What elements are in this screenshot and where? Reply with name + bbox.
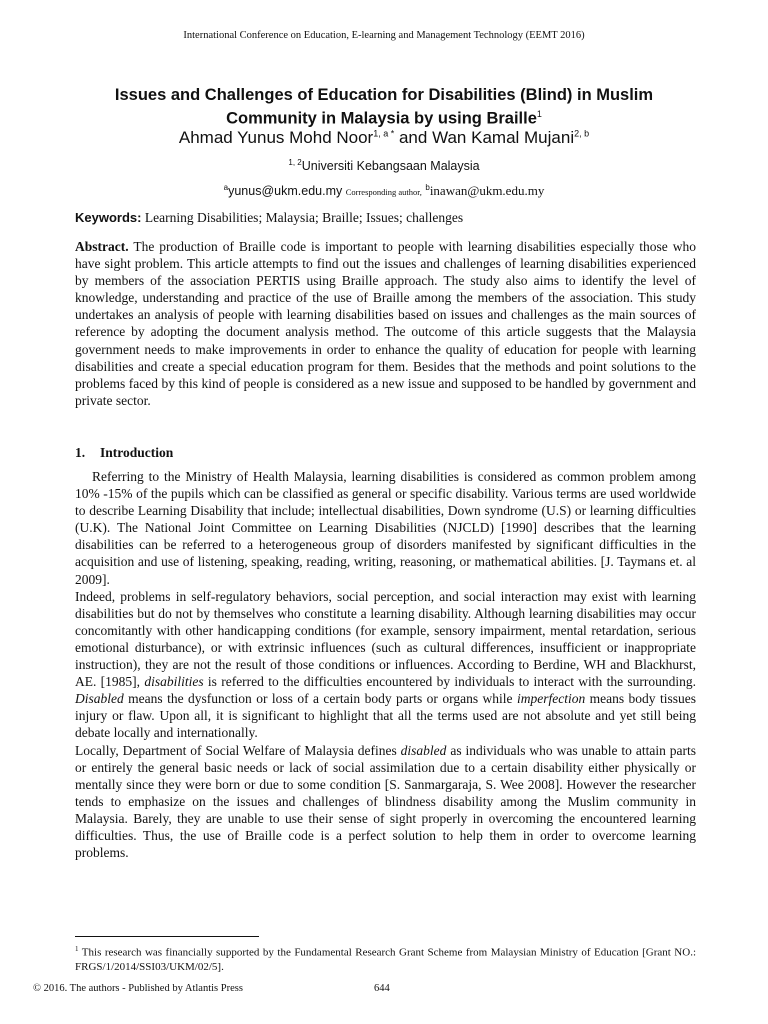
footnote-mark: 1: [75, 945, 79, 953]
keywords-label: Keywords:: [75, 210, 142, 225]
paragraph-2: [75, 588, 696, 742]
author-1: Ahmad Yunus Mohd Noor: [178, 128, 374, 147]
email-b[interactable]: inawan@ukm.edu.my: [429, 183, 545, 199]
corresponding-author-note: Corresponding author,: [345, 187, 422, 198]
term-imperfection: imperfection: [516, 691, 586, 707]
author-1-affil: 1, a *: [373, 128, 395, 139]
affiliation: [0, 158, 768, 173]
abstract-label: Abstract.: [75, 239, 129, 254]
paragraph-2-text-d: means body tissues injury or flaw. Upon all, it is significant to highlight that all the terms used are not absolute and yet still being debate locally and internationally.: [75, 691, 696, 741]
section-number: 1.: [75, 445, 86, 460]
author-2: Wan Kamal Mujani: [432, 128, 575, 147]
footnote-text: This research was financially supported by the Fundamental Research Grant Scheme from Malaysian Ministry of Education [Grant NO.: FRGS/1/2014/SSI03/UKM/02/5].: [75, 946, 696, 973]
term-disabled: Disabled: [75, 691, 124, 707]
author-emails: [0, 183, 768, 199]
section-heading-introduction: [75, 445, 173, 461]
title-line-1: Issues and Challenges of Education for Disabilities (Blind) in Muslim: [114, 86, 654, 104]
paragraph-3-text-b: as individuals who was unable to attain parts or entirely the general basic needs or lack of social assimilation due to a certain disability either physically or mentally since they were born or due to some condition [S. Sanmargaraja, S. Wee 2008]. However the researcher tends to emphasize on the issues and challenges of blindness disability among the Muslim community in Malaysia. Barely, they are unable to use their sense of sight properly in overcoming the encountered learning difficulties. Thus, the use of Braille code is a perfect solution to help them in order to overcome learning problems.: [75, 742, 696, 861]
email-b-mark: b: [425, 183, 430, 192]
author-connector: and: [394, 128, 433, 147]
title-footnote-mark: 1: [536, 109, 542, 119]
page-number: 644: [374, 983, 390, 994]
keywords: [75, 210, 695, 226]
title-line-2: Community in Malaysia by using Braille: [226, 109, 537, 128]
section-title: Introduction: [100, 445, 174, 460]
footnote-divider: [75, 936, 259, 937]
paragraph-2-text-c: means the dysfunction or loss of a certain body parts or organs while: [123, 691, 517, 707]
paragraph-1-text: Referring to the Ministry of Health Malaysia, learning disabilities is considered as common problem among 10% -15% of the pupils which can be classified as general or specific disability. Various terms are used worldwide to describe Learning Disability that include; intellectual disabilities, Down syndrome (U.S) or learning difficulties (U.K). The National Joint Committee on Learning Disabilities (NJCLD) [1990] describes that the learning disabilities can be referred to a heterogeneous group of disorders manifested by significant difficulties in the acquisition and use of listening, speaking, reading, writing, reasoning, or mathematical abilities. [J. Taymans et. al 2009].: [75, 469, 696, 587]
email-a[interactable]: yunus@ukm.edu.my: [228, 184, 343, 199]
term-disabilities: disabilities: [144, 674, 204, 690]
keywords-text: Learning Disabilities; Malaysia; Braille; Issues; challenges: [144, 210, 464, 225]
affiliation-name: Universiti Kebangsaan Malaysia: [301, 159, 480, 174]
author-2-affil: 2, b: [574, 128, 590, 139]
abstract-text: The production of Braille code is important to people with learning disabilities especially those who have sight problem. This article attempts to find out the issues and challenges of learning disabilities experienced by members of the association PERTIS using Braille approach. The study also aims to identify the level of knowledge, understanding and practice of the use of Braille among the members of the association. This study undertakes an analysis of people with learning disabilities based on issues and challenges as the main sources of reference by adopting the document analysis method. The outcome of this article suggests that the Malaysia government needs to make improvements in order to enhance the quality of education for people with learning disabilities and create a special education program for them. Besides that the methods and point solutions to the problems faced by this kind of people is considered as a new issue and supposed to be handled by government and private sector.: [75, 239, 696, 408]
email-a-mark: a: [223, 183, 229, 192]
paragraph-3-text-a: Locally, Department of Social Welfare of Malaysia defines: [75, 742, 401, 758]
paragraph-2-text-a: Indeed, problems in self-regulatory behaviors, social perception, and social interaction may exist with learning disabilities but do not by themselves who constitute a learning disability. Although learning disabilities may occur concomitantly with other handicapping conditions (for example, sensory impairment, mental retardation, serious emotional disturbance), or with extrinsic influences (such as cultural differences, insufficient or inappropriate instruction), they are not the result of those conditions or influences. According to Berdine, WH and Blackhurst, AE. [1985],: [75, 588, 696, 690]
paragraph-3: [75, 742, 696, 862]
paragraph-1: [75, 468, 696, 588]
introduction-body: [75, 468, 696, 861]
author-list: [0, 128, 768, 148]
conference-header: International Conference on Education, E-learning and Management Technology (EEMT 2016): [183, 30, 585, 41]
paragraph-2-text-b: is referred to the difficulties encountered by individuals to interact with the surrounding.: [203, 674, 696, 690]
abstract: [75, 238, 696, 409]
copyright-notice: © 2016. The authors - Published by Atlantis Press: [33, 983, 243, 994]
footnote: [75, 942, 696, 974]
affiliation-mark: 1, 2: [288, 158, 302, 167]
paper-title: [60, 86, 708, 129]
term-disabled-2: disabled: [400, 742, 447, 758]
